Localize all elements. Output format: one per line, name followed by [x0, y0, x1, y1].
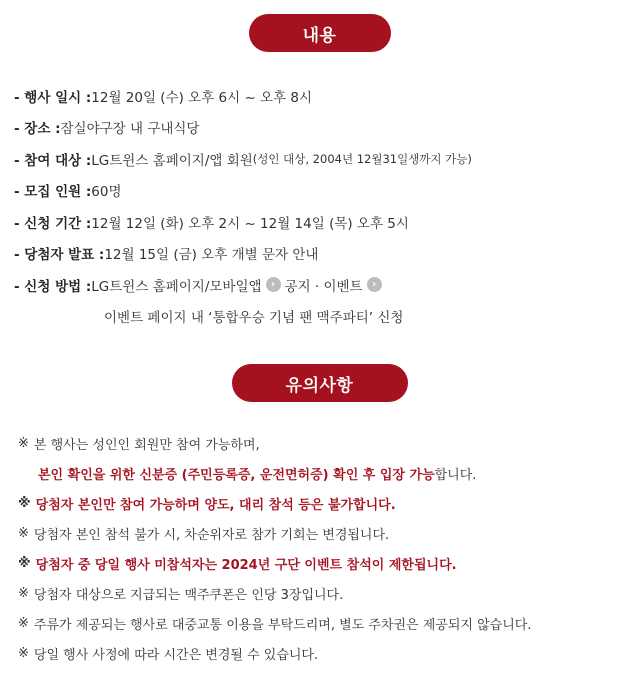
chevron-right-circle-icon: › — [367, 277, 382, 292]
detail-label: - 참여 대상 : — [14, 152, 92, 169]
detail-value: 12월 15일 (금) 오후 개별 문자 안내 — [104, 247, 319, 264]
detail-value: 60명 — [91, 184, 122, 201]
reference-mark: ※ — [18, 525, 29, 541]
detail-value: 잠실야구장 내 구내식당 — [60, 121, 200, 138]
detail-label: - 신청 방법 : — [14, 278, 92, 295]
detail-recruit — [14, 175, 634, 207]
detail-apply-period — [14, 206, 634, 238]
notice-item — [18, 428, 633, 458]
detail-label: - 당첨자 발표 : — [14, 247, 105, 264]
detail-label: - 모집 인원 : — [14, 184, 92, 201]
detail-note: (성인 대상, 2004년 12월31일생까지 가능) — [252, 151, 472, 166]
notice-text: 주류가 제공되는 행사로 대중교통 이용을 부탁드리며, 별도 주차권은 제공되지 않습니다. — [33, 617, 532, 633]
detail-target — [14, 143, 634, 175]
section-title-notice: 유의사항 — [232, 364, 408, 402]
notice-text: 당첨자 대상으로 지급되는 맥주쿠폰은 인당 3장입니다. — [33, 587, 344, 603]
notice-text: 당첨자 본인 참석 불가 시, 차순위자로 참가 기회는 변경됩니다. — [33, 527, 390, 543]
detail-value: LG트윈스 홈페이지/모바일앱 — [91, 278, 262, 295]
detail-value: 12월 12일 (화) 오후 2시 ~ 12월 14일 (목) 오후 5시 — [91, 215, 409, 232]
detail-place — [14, 112, 634, 144]
detail-label: - 행사 일시 : — [14, 89, 92, 106]
detail-value: 12월 20일 (수) 오후 6시 ~ 오후 8시 — [91, 89, 313, 106]
notice-text: 본 행사는 성인인 회원만 참여 가능하며, — [33, 437, 260, 453]
reference-mark: ※ — [18, 495, 31, 511]
detail-method-line2 — [14, 301, 634, 333]
event-details — [14, 80, 634, 332]
notice-list — [18, 428, 633, 668]
notice-text-highlight: 본인 확인을 위한 신분증 (주민등록증, 운전면허증) 확인 후 입장 가능 — [38, 467, 435, 483]
reference-mark: ※ — [18, 435, 29, 451]
detail-label: - 장소 : — [14, 121, 61, 138]
notice-item — [18, 458, 633, 488]
detail-announce — [14, 238, 634, 270]
notice-item — [18, 638, 633, 668]
notice-item — [18, 548, 633, 578]
chevron-right-circle-icon: › — [266, 277, 281, 292]
notice-text-highlight: 당첨자 본인만 참여 가능하며 양도, 대리 참석 등은 불가합니다. — [35, 497, 396, 513]
notice-item — [18, 488, 633, 518]
notice-item — [18, 608, 633, 638]
detail-step: 공지 · 이벤트 — [284, 278, 363, 295]
section-title-content: 내용 — [249, 14, 391, 52]
reference-mark: ※ — [18, 615, 29, 631]
reference-mark: ※ — [18, 585, 29, 601]
notice-item — [18, 518, 633, 548]
notice-item — [18, 578, 633, 608]
reference-mark: ※ — [18, 555, 31, 571]
notice-text-highlight: 당첨자 중 당일 행사 미참석자는 2024년 구단 이벤트 참석이 제한됩니다. — [35, 557, 457, 573]
notice-text: 합니다. — [434, 467, 477, 483]
notice-text: 당일 행사 사정에 따라 시간은 변경될 수 있습니다. — [33, 647, 319, 663]
detail-value: 이벤트 페이지 내 ‘통합우승 기념 팬 맥주파티’ 신청 — [104, 310, 404, 327]
reference-mark: ※ — [18, 645, 29, 661]
detail-date — [14, 80, 634, 112]
detail-label: - 신청 기간 : — [14, 215, 92, 232]
detail-method — [14, 269, 634, 301]
detail-value: LG트윈스 홈페이지/앱 회원 — [91, 152, 253, 169]
